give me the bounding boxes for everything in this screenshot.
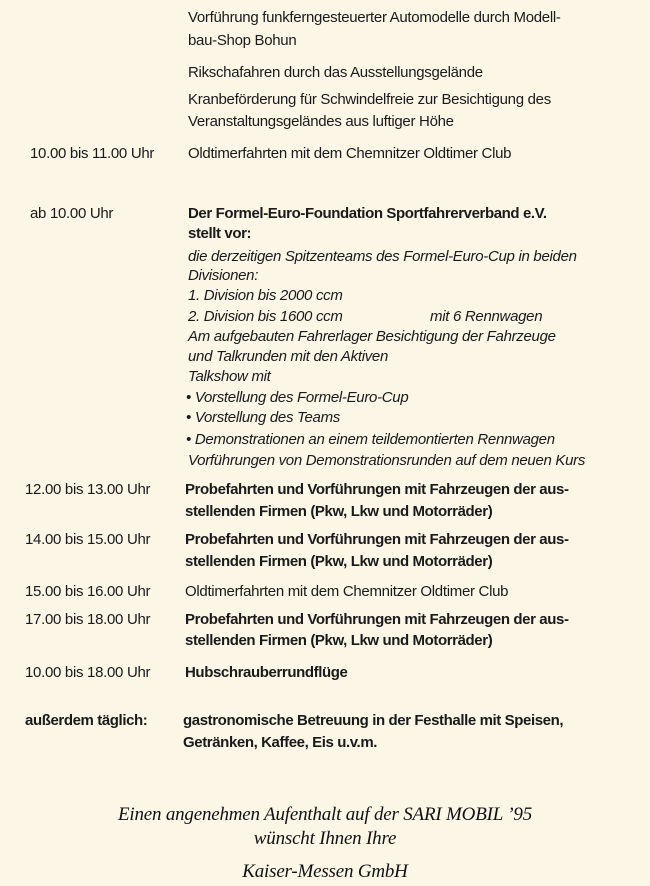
event-text: 2. Division bis 1600 ccm bbox=[188, 308, 343, 325]
event-text: Probefahrten und Vorführungen mit Fahrzeugen der aus- bbox=[185, 611, 569, 628]
event-text: und Talkrunden mit den Aktiven bbox=[188, 348, 389, 365]
event-time: 14.00 bis 15.00 Uhr bbox=[25, 531, 151, 548]
event-time: ab 10.00 Uhr bbox=[30, 205, 114, 222]
event-time: 10.00 bis 18.00 Uhr bbox=[25, 664, 151, 681]
event-text: Oldtimerfahrten mit dem Chemnitzer Oldtimer Club bbox=[188, 145, 512, 162]
event-text: Probefahrten und Vorführungen mit Fahrzeugen der aus- bbox=[185, 531, 569, 548]
intro-line: Veranstaltungsgeländes aus luftiger Höhe bbox=[188, 113, 454, 130]
intro-line: Rikschafahren durch das Ausstellungsgelände bbox=[188, 64, 483, 81]
event-text: stellenden Firmen (Pkw, Lkw und Motorräder) bbox=[185, 632, 493, 649]
event-text: gastronomische Betreuung in der Festhalle mit Speisen, bbox=[183, 712, 564, 729]
event-time: 12.00 bis 13.00 Uhr bbox=[25, 481, 151, 498]
event-note: mit 6 Rennwagen bbox=[430, 308, 543, 325]
event-text: Hubschrauberrundflüge bbox=[185, 664, 348, 681]
event-text: • Vorstellung des Formel-Euro-Cup bbox=[186, 389, 409, 406]
event-time: 10.00 bis 11.00 Uhr bbox=[30, 145, 155, 162]
event-text: 1. Division bis 2000 ccm bbox=[188, 287, 343, 304]
event-time: außerdem täglich: bbox=[25, 712, 148, 729]
event-text: die derzeitigen Spitzenteams des Formel-Euro-Cup in beiden bbox=[188, 248, 577, 265]
event-text: Vorführungen von Demonstrationsrunden auf dem neuen Kurs bbox=[188, 452, 586, 469]
event-text: Divisionen: bbox=[188, 267, 259, 284]
intro-line: bau-Shop Bohun bbox=[188, 32, 297, 49]
event-text: • Vorstellung des Teams bbox=[186, 409, 340, 426]
event-text: Oldtimerfahrten mit dem Chemnitzer Oldtimer Club bbox=[185, 583, 509, 600]
event-time: 15.00 bis 16.00 Uhr bbox=[25, 583, 151, 600]
event-text: stellenden Firmen (Pkw, Lkw und Motorräder) bbox=[185, 503, 493, 520]
closing-line: wünscht Ihnen Ihre bbox=[253, 828, 397, 849]
event-text: Getränken, Kaffee, Eis u.v.m. bbox=[183, 734, 378, 751]
event-text: Talkshow mit bbox=[188, 368, 271, 385]
event-text: Probefahrten und Vorführungen mit Fahrzeugen der aus- bbox=[185, 481, 569, 498]
intro-line: Kranbeförderung für Schwindelfreie zur Besichtigung des bbox=[188, 91, 551, 108]
event-text: stellenden Firmen (Pkw, Lkw und Motorräder) bbox=[185, 553, 493, 570]
event-heading: Der Formel-Euro-Foundation Sportfahrerverband e.V. bbox=[188, 205, 547, 222]
event-heading: stellt vor: bbox=[188, 225, 252, 242]
closing-signature: Kaiser-Messen GmbH bbox=[242, 861, 408, 882]
event-text: • Demonstrationen an einem teildemontierten Rennwagen bbox=[186, 431, 555, 448]
event-time: 17.00 bis 18.00 Uhr bbox=[25, 611, 151, 628]
closing-line: Einen angenehmen Aufenthalt auf der SARI MOBIL ’95 bbox=[117, 804, 533, 825]
event-text: Am aufgebauten Fahrerlager Besichtigung der Fahrzeuge bbox=[188, 328, 556, 345]
intro-line: Vorführung funkferngesteuerter Automodelle durch Modell- bbox=[188, 9, 561, 26]
